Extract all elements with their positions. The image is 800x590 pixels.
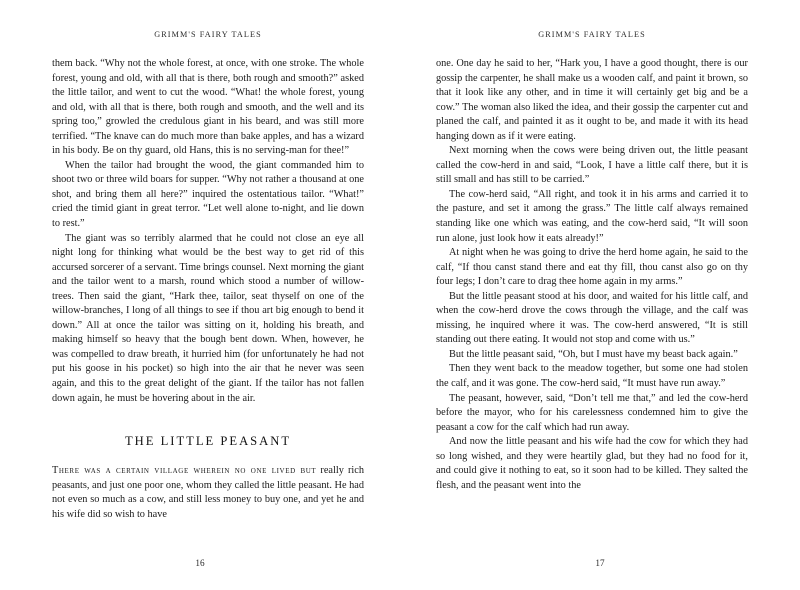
paragraph: When the tailor had brought the wood, the giant commanded him to shoot two or three wild boars for supper. “Why not rather a thousand at one shot, and bring them all here?” inquired the ostentatious tailor. “What!” cried the timid giant in great terror. “Let well alone to-night, and lie down to rest.”: [52, 159, 364, 230]
paragraph: Next morning when the cows were being driven out, the little peasant called the cow-herd in and said, “Look, I have a little calf there, but it is still small and has still to be carried.”: [436, 145, 748, 186]
paragraph: But the little peasant stood at his door, and waited for his little calf, and when the cow-herd drove the cows through the village, and the calf was missing, he inquired where it was. The cow-herd answered, “It is still standing out there eating. It would not stop and come with us.”: [436, 290, 748, 346]
chapter-opening-smallcaps: There was a certain village wherein no one lived but: [52, 465, 317, 477]
right-page: [400, 0, 800, 590]
running-head-right: GRIMM'S FAIRY TALES: [538, 30, 646, 39]
paragraph: Then they went back to the meadow together, but some one had stolen the calf, and it was gone. The cow-herd said, “It must have run away.”: [436, 363, 748, 390]
paragraph: them back. “Why not the whole forest, at once, with one stroke. The whole forest, young and old, with all that is there, both rough and smooth?” asked the little tailor, and went to cut the wood. “What! the whole forest, young and old, with all that is there, both rough and smooth, and the well and its spring too,” growled the credulous giant in his beard, and was still more terrified. “The knave can do much more than bake apples, and has a wizard in his body. Be on thy guard, old Hans, this is no serving-man for thee!”: [52, 58, 364, 157]
paragraph: But the little peasant said, “Oh, but I must have my beast back again.”: [449, 348, 738, 360]
paragraph: The cow-herd said, “All right, and took it in his arms and carried it to the pasture, and set it among the grass.” The little calf always remained standing like one which was eating, and the cow-herd said, “It will soon run alone, just look how it eats already!”: [436, 188, 748, 244]
chapter-opening-rest: really rich peasants, and just one poor one, whom they called the little peasant. He had not even so much as a cow, and still less money to buy one, and yet he and his wife did so wish to have: [52, 465, 364, 520]
paragraph: At night when he was going to drive the herd home again, he said to the calf, “If thou canst stand there and eat thy fill, thou canst also go on thy four legs; I don’t care to drag thee home again in my arms.”: [436, 247, 748, 288]
left-page-text-column: [52, 57, 364, 590]
paragraph: The giant was so terribly alarmed that he could not close an eye all night long for thinking what would be the best way to get rid of this accursed sorcerer of a servant. Time brings counsel. Next morning the giant and the tailor went to a marsh, round which stood a number of willow-trees. Then said the giant, “Hark thee, tailor, seat thyself on one of the willow-branches, I long of all things to see if thou art big enough to bend it down.” All at once the tailor was sitting on it, holding his breath, and making himself so heavy that the bough bent down. When, however, he was compelled to draw breath, it hurried him (for unfortunately he had not put his goose in his pocket) so high into the air that he never was seen again, and this to the great delight of the giant. If the tailor has not fallen down again, he must be hovering about in the air.: [52, 232, 364, 404]
paragraph: The peasant, however, said, “Don’t tell me that,” and led the cow-herd before the mayor, who for his carelessness condemned him to give the peasant a cow for the calf which had run away.: [436, 392, 748, 433]
running-head-left: GRIMM'S FAIRY TALES: [154, 30, 262, 39]
page-number-right: 17: [595, 558, 605, 568]
chapter-opening-paragraph: [52, 464, 364, 522]
paragraph: And now the little peasant and his wife had the cow for which they had so long wished, and they were heartily glad, but they had no food for it, and could give it nothing to eat, so it soon had to be killed. They salted the flesh, and the peasant went into the: [436, 436, 748, 491]
paragraph: one. One day he said to her, “Hark you, I have a good thought, there is our gossip the carpenter, he shall make us a wooden calf, and paint it brown, so that it look like any other, and in time it will certainly get big and be a cow.” The woman also liked the idea, and their gossip the carpenter cut and planed the calf, and painted it as it ought to be, and made it with its head hanging down as if it were eating.: [436, 58, 748, 142]
page-number-left: 16: [195, 558, 205, 568]
chapter-title: THE LITTLE PEASANT: [124, 434, 292, 449]
right-page-text-column: [436, 57, 748, 590]
